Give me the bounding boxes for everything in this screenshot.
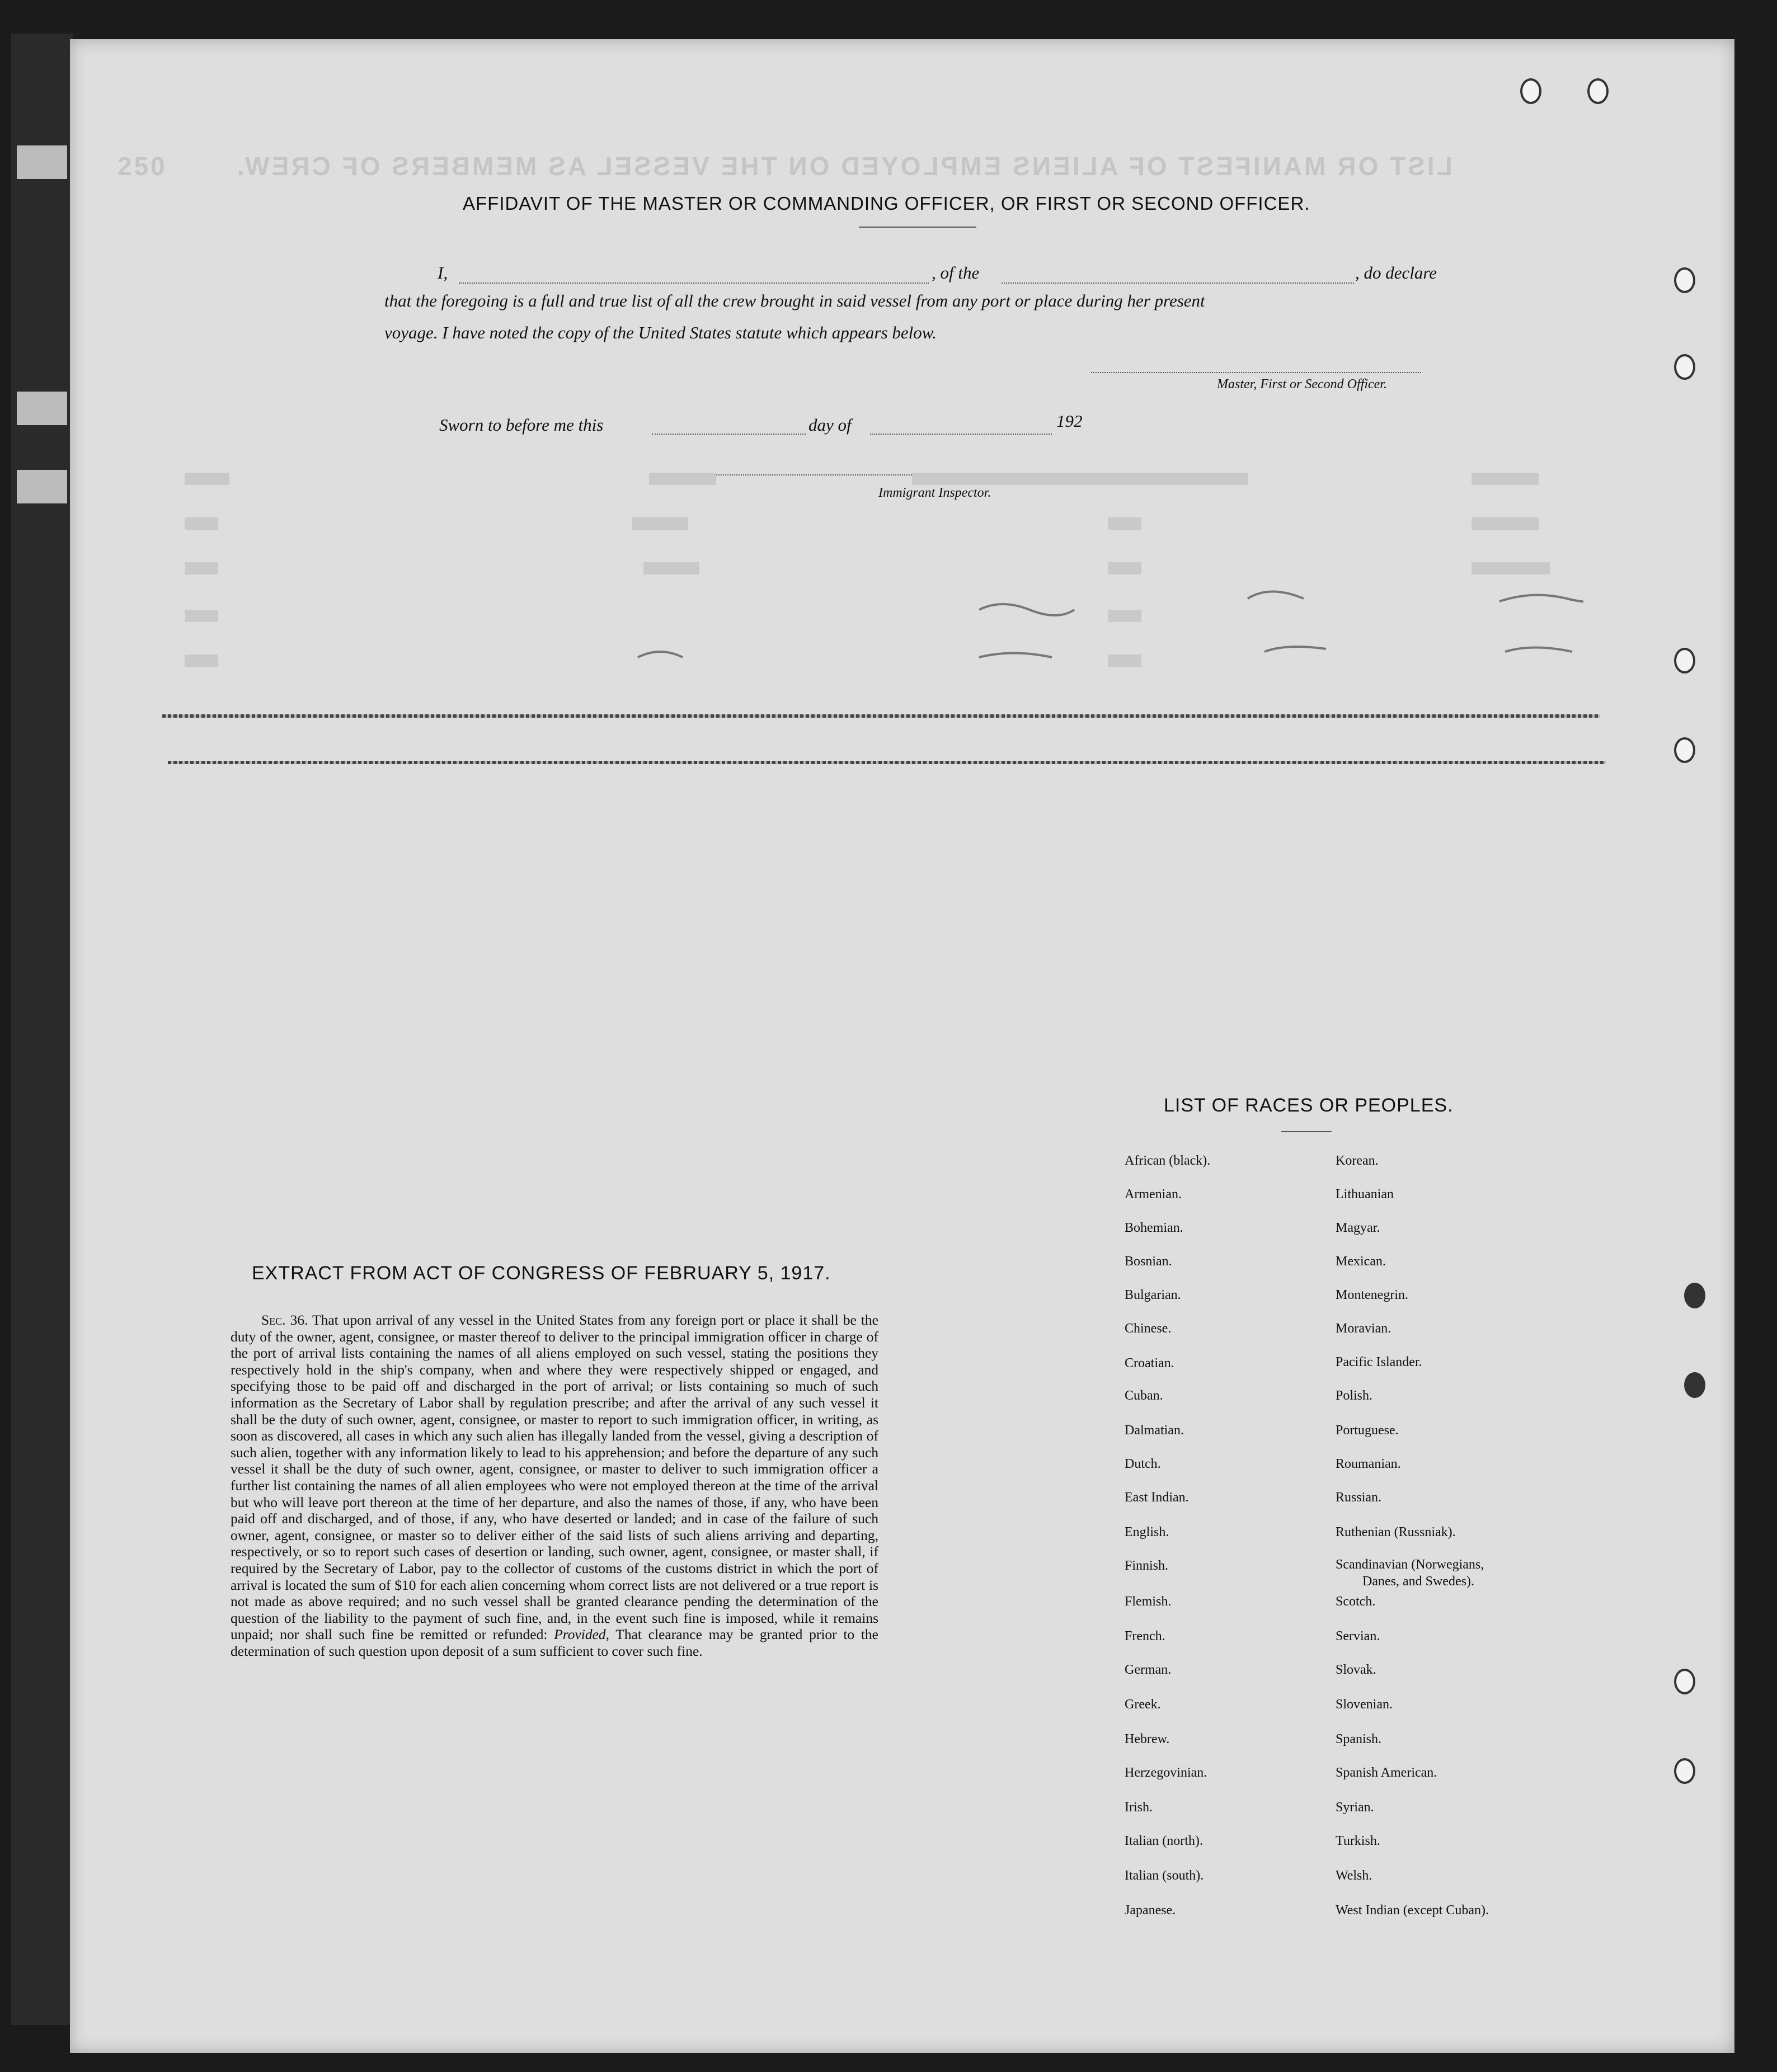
punch-hole: [1684, 1283, 1705, 1308]
name-blank[interactable]: [459, 282, 929, 284]
race-item: Korean.: [1336, 1153, 1379, 1168]
race-item: Syrian.: [1336, 1800, 1374, 1815]
race-item: Welsh.: [1336, 1868, 1372, 1883]
extract-body: [231, 1312, 878, 1659]
section-label: Sec. 36.: [261, 1312, 308, 1328]
sworn-day-blank[interactable]: [652, 434, 806, 435]
race-item: Finnish.: [1125, 1558, 1169, 1573]
race-item: Scandinavian (Norwegians,: [1336, 1557, 1484, 1572]
underlying-page-fragment: [17, 145, 67, 179]
race-item: German.: [1125, 1663, 1172, 1677]
race-item: Greek.: [1125, 1697, 1161, 1712]
race-item: Pacific Islander.: [1336, 1355, 1422, 1369]
faded-page-number: 250: [117, 152, 167, 181]
signature-blank[interactable]: [1091, 372, 1421, 373]
underlying-page-fragment: [17, 470, 67, 503]
dotted-rule: [162, 714, 1600, 718]
race-item: East Indian.: [1125, 1490, 1189, 1505]
race-item: Magyar.: [1336, 1221, 1380, 1235]
race-item: Armenian.: [1125, 1187, 1182, 1202]
faded-bleedthrough-graphic: [185, 473, 1583, 708]
punch-hole: [1520, 78, 1541, 104]
race-item: West Indian (except Cuban).: [1336, 1903, 1489, 1918]
race-item: Servian.: [1336, 1629, 1380, 1644]
affidavit-i-label: I,: [438, 263, 448, 282]
extract-text: That upon arrival of any vessel in the United States from any foreign port or place it shall be the duty of the owner, agent, consignee, or master thereof to deliver to the principal immigration officer in charge of the port of arrival lists containing the names of all aliens employed on such vessel, stating the positions they respectively hold in the ship's company, when and where they were respectively shipped or engaged, and specifying those to be paid off and discharged in the port of arrival; or lists containing so much of such information as the Secretary of Labor shall by regulation prescribe; and after the arrival of any such vessel it shall be the duty of such owner, agent, consignee, or master to report to such immigration officer, in writing, as soon as discovered, all cases in which any such alien has illegally landed from the vessel, giving a description of such alien, together with any information likely to lead to his apprehension; and before the departure of any such vessel it shall be the duty of such owner, agent, consignee, or master to deliver to such immigration officer a further list containing the names of all alien employees who were not employed thereon at the time of the arrival but who will leave port thereon at the time of her departure, and also the names of those, if any, who have been paid off and discharged, and of those, if any, who have deserted or landed; and in case of the failure of such owner, agent, consignee, or master so to deliver either of the said lists of such aliens arriving and departing, respectively, or so to report such cases of desertion or landing, such owner, agent, consignee, or master shall, if required by the Secretary of Labor, pay to the collector of customs of the customs district in which the port of arrival is located the sum of $10 for each alien concerning whom correct lists are not delivered or a true report is not made as above required; and no such vessel shall be granted clearance pending the determination of the question of the liability to the payment of such fine, and, in the event such fine is imposed, while it remains unpaid; nor shall such fine be remitted or refunded:: [231, 1312, 878, 1643]
punch-hole: [1674, 267, 1695, 293]
race-item: Turkish.: [1336, 1834, 1380, 1848]
punch-hole: [1684, 1372, 1705, 1398]
race-item: Moravian.: [1336, 1321, 1391, 1336]
underlying-page-edge: [11, 34, 73, 2025]
punch-hole: [1587, 78, 1609, 104]
race-item: Bulgarian.: [1125, 1288, 1181, 1302]
punch-hole: [1674, 1758, 1695, 1784]
races-title: LIST OF RACES OR PEOPLES.: [1164, 1095, 1454, 1116]
race-item: French.: [1125, 1629, 1165, 1644]
race-item: Flemish.: [1125, 1594, 1172, 1609]
race-item: African (black).: [1125, 1153, 1211, 1168]
race-item: Portuguese.: [1336, 1423, 1399, 1438]
race-item: Montenegrin.: [1336, 1288, 1408, 1302]
race-item: Polish.: [1336, 1388, 1373, 1403]
race-item: Spanish.: [1336, 1732, 1382, 1746]
race-item: Slovak.: [1336, 1663, 1376, 1677]
sworn-month-blank[interactable]: [870, 434, 1052, 435]
race-item: Japanese.: [1125, 1903, 1176, 1918]
race-item: Herzegovinian.: [1125, 1765, 1207, 1780]
day-of-label: day of: [808, 415, 852, 435]
faded-bleedthrough-text: [185, 473, 1583, 712]
race-item: Croatian.: [1125, 1356, 1174, 1371]
affidavit-declare-label: , do declare: [1355, 263, 1437, 282]
year-prefix: 192: [1056, 411, 1083, 431]
race-item: Irish.: [1125, 1800, 1153, 1815]
inspector-label: Immigrant Inspector.: [878, 486, 991, 500]
affidavit-statement-line: that the foregoing is a full and true list of all the crew brought in said vessel from any port or place during her present: [384, 291, 1205, 310]
provided-word: Provided,: [554, 1626, 610, 1643]
race-item: Hebrew.: [1125, 1732, 1170, 1746]
race-item: Ruthenian (Russniak).: [1336, 1525, 1456, 1539]
punch-hole: [1674, 1669, 1695, 1694]
affidavit-of-the-label: , of the: [932, 263, 980, 282]
race-item: Dalmatian.: [1125, 1423, 1184, 1438]
race-item: Chinese.: [1125, 1321, 1172, 1336]
race-item: Danes, and Swedes).: [1362, 1574, 1474, 1589]
title-underline: [859, 227, 976, 228]
underlying-page-fragment: [17, 392, 67, 425]
race-item: Spanish American.: [1336, 1765, 1437, 1780]
race-item: English.: [1125, 1525, 1169, 1539]
dotted-rule: [168, 761, 1606, 764]
race-item: Mexican.: [1336, 1254, 1386, 1269]
signature-label: Master, First or Second Officer.: [1217, 377, 1387, 392]
race-item: Cuban.: [1125, 1388, 1163, 1403]
race-item: Dutch.: [1125, 1457, 1161, 1471]
extract-title: EXTRACT FROM ACT OF CONGRESS OF FEBRUARY 5, 1917.: [252, 1263, 831, 1284]
race-item: Italian (south).: [1125, 1868, 1204, 1883]
race-item: Roumanian.: [1336, 1457, 1401, 1471]
vessel-blank[interactable]: [1002, 282, 1354, 284]
affidavit-title: AFFIDAVIT OF THE MASTER OR COMMANDING OFFICER, OR FIRST OR SECOND OFFICER.: [463, 193, 1310, 214]
race-item: Lithuanian: [1336, 1187, 1394, 1202]
faded-manifest-title: LIST OR MANIFEST OF ALIENS EMPLOYED ON THE VESSEL AS MEMBERS OF CREW.: [235, 152, 1452, 181]
race-item: Italian (north).: [1125, 1834, 1203, 1848]
race-item: Scotch.: [1336, 1594, 1376, 1609]
affidavit-statement-line: voyage. I have noted the copy of the United States statute which appears below.: [384, 323, 937, 342]
race-item: Slovenian.: [1336, 1697, 1393, 1712]
punch-hole: [1674, 354, 1695, 380]
sworn-label: Sworn to before me this: [439, 415, 604, 435]
race-item: Bohemian.: [1125, 1221, 1183, 1235]
punch-hole: [1674, 648, 1695, 674]
race-item: Russian.: [1336, 1490, 1382, 1505]
race-item: Bosnian.: [1125, 1254, 1172, 1269]
punch-hole: [1674, 737, 1695, 763]
extract-text-end: That clearance may be granted prior to the determination of such question upon deposit of a sum sufficient to cover such fine.: [231, 1626, 878, 1659]
races-title-underline: [1281, 1131, 1332, 1132]
